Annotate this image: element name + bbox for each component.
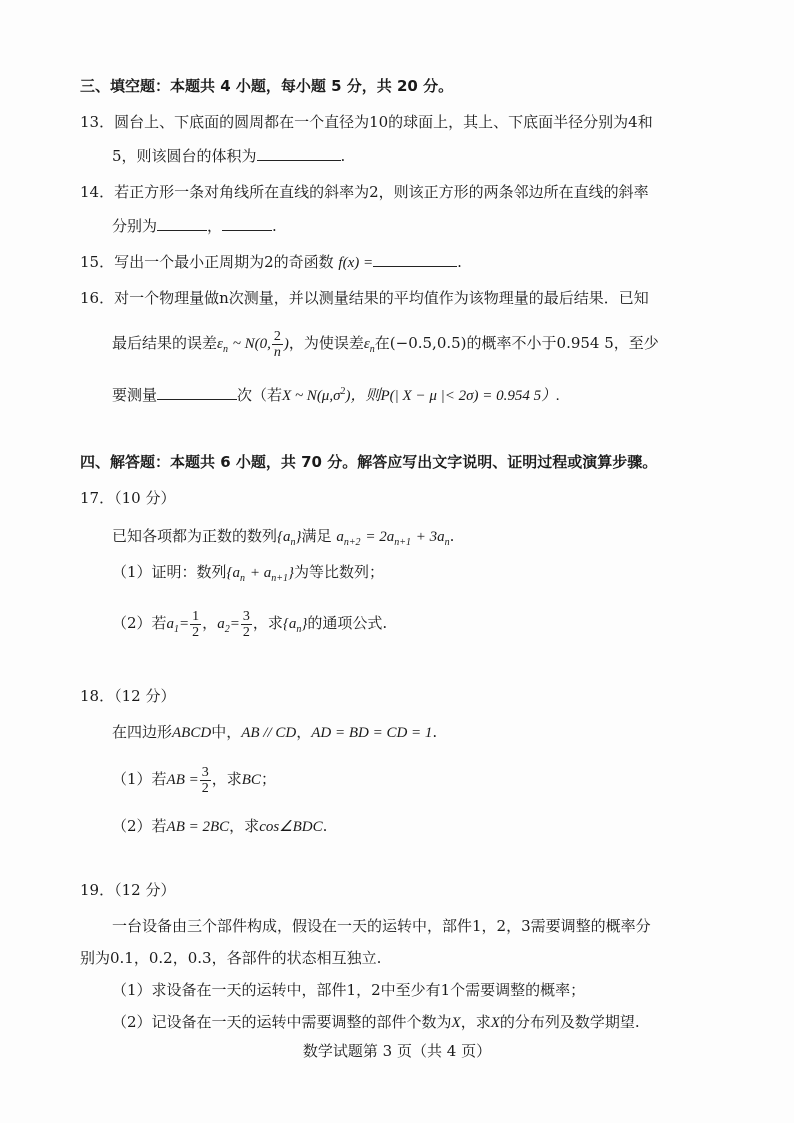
- period: .: [322, 817, 328, 835]
- ab-equals-2bc: AB = 2BC: [166, 819, 230, 835]
- question-14-line-2: [112, 216, 277, 236]
- recurrence-lhs: a: [336, 529, 344, 545]
- recurrence-term-2: + 3a: [415, 529, 445, 545]
- question-19-line-2: 别为0.1，0.2，0.3，各部件的状态相互独立.: [80, 949, 382, 967]
- q18-text-a: 在四边形: [112, 723, 173, 741]
- epsilon-subscript-2: n: [369, 344, 375, 355]
- question-17-title: 17．（10 分）: [80, 489, 176, 507]
- q19-part2-text: （2）记设备在一天的运转中需要调整的部件个数为: [112, 1013, 452, 1031]
- fraction-1-over-2: [190, 609, 201, 640]
- question-15: [80, 252, 462, 273]
- q17-part1-text: （1）证明：数列: [112, 563, 227, 581]
- epsilon-subscript: n: [222, 344, 228, 355]
- brace: }: [295, 529, 302, 545]
- question-13-line-2: [112, 146, 345, 166]
- answer-blank: [157, 385, 237, 400]
- question-17-part-2: （2）若$a_1=$ $\frac{1}{2}$ ，$a_2=$ $\frac{3}{2}$ ，求$\{a_n\}$的通项公式.: [112, 608, 388, 640]
- a2-symbol: a: [217, 616, 225, 632]
- variable-x-2: X: [490, 1015, 500, 1031]
- q16-distribution: X ~ N(μ,σ: [282, 388, 341, 404]
- q18-part1-text: （1）若: [112, 770, 167, 788]
- q19-part2-text-b: ，求: [460, 1013, 491, 1031]
- question-16-line-2: [112, 326, 659, 367]
- fraction-3-over-2: [200, 765, 211, 796]
- period: .: [457, 253, 462, 271]
- question-13-line-1: 13．圆台上、下底面的圆周都在一个直径为10的球面上，其上、下底面半径分别为4和: [80, 113, 653, 131]
- question-18-part-1: [112, 762, 276, 797]
- fraction-denominator: 2: [192, 624, 200, 640]
- q16-text-e: 次（若: [237, 386, 283, 404]
- answer-blank: [222, 216, 272, 231]
- fraction-denominator: n: [273, 344, 281, 360]
- question-16-line-3: [112, 382, 560, 406]
- question-17-stem: 已知各项都为正数的数列$\{a_n\}$满足 $a_{n+2} = 2a_{n+1} + 3a_n$.: [112, 527, 455, 548]
- q16-text-b: ，为使误差: [288, 334, 364, 352]
- normal-distribution: ~ N(0,: [232, 336, 271, 352]
- question-13-text: 5，则该圆台的体积为: [112, 147, 257, 165]
- epsilon-symbol: ε: [217, 336, 223, 352]
- fraction-numerator: 3: [201, 764, 209, 780]
- q18-part2-text: （2）若: [112, 817, 167, 835]
- question-14-line-1: 14．若正方形一条对角线所在直线的斜率为2，则该正方形的两条邻边所在直线的斜率: [80, 183, 649, 201]
- q17-part2-end: 的通项公式.: [307, 614, 388, 632]
- equal-lengths: AD = BD = CD = 1: [311, 725, 433, 741]
- sequence-sum: {a: [226, 565, 241, 581]
- q17-part2-text-b: ，求: [252, 614, 283, 632]
- q16-text-f: )，则: [345, 388, 381, 404]
- question-19-part-1: （1）求设备在一天的运转中，部件1，2中至少有1个需要调整的概率；: [112, 981, 586, 999]
- q19-part2-end: 的分布列及数学期望.: [499, 1013, 640, 1031]
- answer-blank: [373, 252, 457, 267]
- question-18-stem: [112, 722, 437, 743]
- sequence-a: {a: [277, 529, 291, 545]
- q17-text-a: 已知各项都为正数的数列: [112, 527, 278, 545]
- fraction-3-over-2: [241, 609, 252, 640]
- segment-bc: BC: [241, 772, 261, 788]
- section-heading-fill-in: 三、填空题：本题共 4 小题，每小题 5 分，共 20 分。: [80, 77, 454, 95]
- quadrilateral-name: ABCD: [172, 725, 212, 741]
- fraction-numerator: 1: [192, 608, 200, 624]
- question-19-line-1: 一台设备由三个部件构成，假设在一天的运转中，部件1，2，3需要调整的概率分: [112, 917, 651, 935]
- q18-part2-text-b: ，求: [229, 817, 260, 835]
- period: .: [449, 527, 455, 545]
- q17-part2-text: （2）若: [112, 614, 167, 632]
- comma: ，: [207, 217, 223, 235]
- sequence-a: {a: [282, 616, 297, 632]
- comma: ，: [296, 723, 312, 741]
- semicolon: ；: [260, 770, 276, 788]
- question-14-text: 分别为: [112, 217, 158, 235]
- variable-x: X: [451, 1015, 461, 1031]
- question-17-part-1: （1）证明：数列$\{a_n + a_{n+1}\}$为等比数列；: [112, 563, 384, 584]
- brace: }: [301, 616, 308, 632]
- question-16-line-1: 16．对一个物理量做n次测量，并以测量结果的平均值作为该物理量的最后结果．已知: [80, 289, 649, 307]
- question-15-text: 15．写出一个最小正周期为2的奇函数: [80, 253, 334, 271]
- equals: =: [229, 616, 240, 632]
- cosine-expression: cos∠BDC: [259, 819, 323, 835]
- function-expression: f(x) =: [338, 255, 374, 271]
- recurrence-term-1: = 2a: [365, 529, 395, 545]
- q18-part1-text-b: ，求: [211, 770, 242, 788]
- q16-probability: P(| X − μ |< 2σ) = 0.954 5）.: [380, 388, 560, 404]
- answer-blank: [157, 216, 207, 231]
- a1-symbol: a: [166, 616, 175, 632]
- question-18-title: 18．（12 分）: [80, 687, 176, 705]
- section-heading-solutions: 四、解答题：本题共 6 小题，共 70 分。解答应写出文字说明、证明过程或演算步骤。: [80, 453, 658, 471]
- answer-blank: [257, 146, 341, 161]
- q16-text-d: 要测量: [112, 386, 158, 404]
- period: .: [272, 217, 277, 235]
- comma: ，: [202, 614, 218, 632]
- sequence-sum-term: + a: [249, 565, 272, 581]
- q17-text-b: 满足: [301, 527, 332, 545]
- epsilon-symbol-2: ε: [363, 336, 370, 352]
- q18-text-b: 中，: [211, 723, 242, 741]
- equals: =: [179, 616, 190, 632]
- q17-part1-end: 为等比数列；: [293, 563, 384, 581]
- ab-equals: AB =: [166, 772, 199, 788]
- close-paren: ): [283, 336, 289, 352]
- period: .: [432, 723, 438, 741]
- question-18-part-2: [112, 816, 327, 837]
- brace: }: [287, 565, 294, 581]
- page-footer: 数学试题第 3 页（共 4 页）: [302, 1042, 492, 1060]
- fraction-2-over-n: [272, 329, 283, 360]
- question-19-part-2: [112, 1012, 640, 1033]
- q16-text-c: 在(−0.5,0.5)的概率不小于0.954 5，至少: [374, 334, 659, 352]
- superscript-2: 2: [340, 386, 346, 397]
- fraction-denominator: 2: [201, 780, 209, 796]
- fraction-numerator: 2: [273, 328, 281, 344]
- q16-text-a: 最后结果的误差: [112, 334, 218, 352]
- period: .: [340, 147, 346, 165]
- fraction-numerator: 3: [242, 608, 250, 624]
- question-19-title: 19．（12 分）: [80, 881, 176, 899]
- parallel-condition: AB // CD: [241, 725, 297, 741]
- fraction-denominator: 2: [242, 624, 250, 640]
